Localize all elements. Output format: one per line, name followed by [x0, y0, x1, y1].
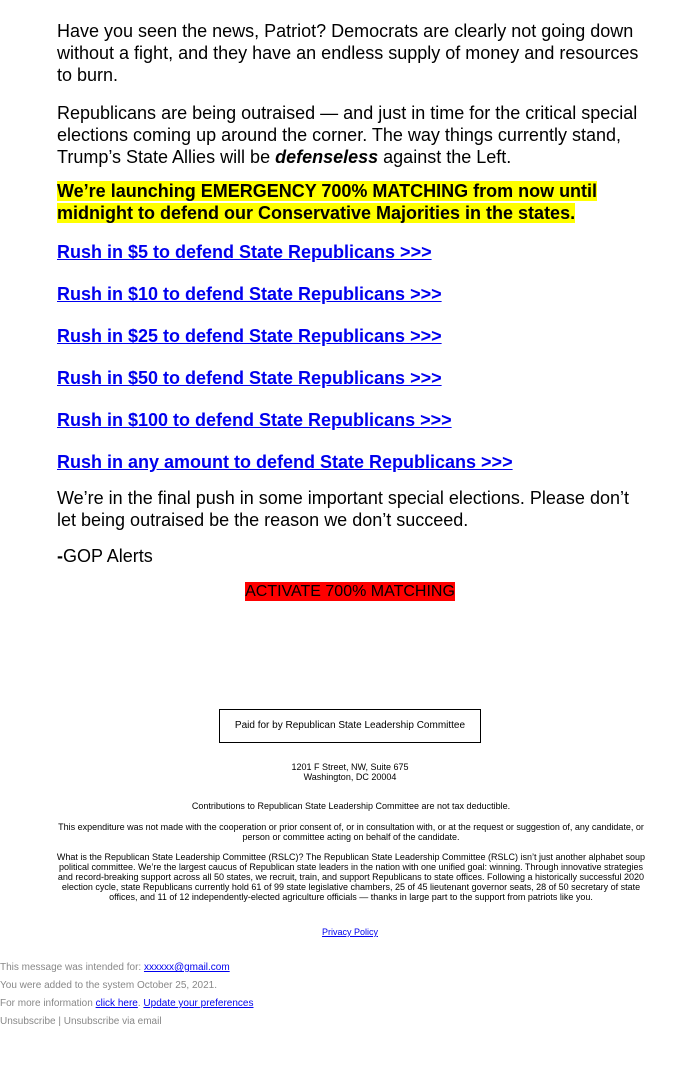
activate-matching-button[interactable]: ACTIVATE 700% MATCHING [245, 583, 455, 600]
matching-highlight [57, 180, 647, 224]
address [0, 762, 700, 782]
intended-for-line [0, 962, 230, 973]
privacy-policy-row [0, 927, 700, 937]
intended-label: This message was intended for: [0, 962, 144, 973]
signature [57, 545, 153, 567]
intro-paragraph: Have you seen the news, Patriot? Democrats are clearly not going down without a fight, and they have an endless supply of money and resources to burn. [57, 21, 639, 85]
donate-5-link[interactable]: Rush in $5 to defend State Republicans >>> [57, 242, 432, 262]
outraised-paragraph [57, 102, 647, 168]
defenseless-emphasis: defenseless [275, 147, 379, 167]
expenditure-disclaimer: This expenditure was not made with the cooperation or prior consent of, or in consultation with, or at the request or suggestion of, any candidate, or person or committee acting on behalf of the candidate. [58, 822, 644, 842]
more-info-line [0, 998, 253, 1009]
paid-for-box: Paid for by Republican State Leadership Committee [219, 709, 481, 743]
separator-dot: . [137, 998, 144, 1009]
added-date-line: You were added to the system October 25, 2021. [0, 980, 217, 991]
address-line-1: 1201 F Street, NW, Suite 675 [291, 762, 409, 772]
tax-disclaimer: Contributions to Republican State Leadership Committee are not tax deductible. [191, 801, 511, 811]
rslc-about: What is the Republican State Leadership Committee (RSLC)? The Republican State Leadership Committee (RSLC) isn’t just another alphabet soup political committee. We’re the largest caucus of Republican state leaders in the nation with one unified goal: winning. Through innovative strategies and record-breaking support across all 50 states, we recruit, train, and support Republicans to state offices. Following a historically successful 2020 election cycle, state Republicans currently hold 61 of 99 state legislative chambers, 25 of 45 lieutenant governor seats, 28 of 50 secretary of state offices, and 11 of 12 independently-elected agriculture officials — thanks in large part to the support from patriots like you. [56, 852, 646, 902]
donate-50-link[interactable]: Rush in $50 to defend State Republicans >>> [57, 368, 442, 388]
signature-name: GOP Alerts [63, 546, 153, 566]
donate-25-link[interactable]: Rush in $25 to defend State Republicans >>> [57, 326, 442, 346]
click-here-link[interactable]: click here [95, 998, 138, 1009]
donate-any-link[interactable]: Rush in any amount to defend State Republicans >>> [57, 452, 513, 472]
more-info-label: For more information [0, 998, 96, 1009]
donate-10-link[interactable]: Rush in $10 to defend State Republicans >>> [57, 284, 442, 304]
outraised-text-end: against the Left. [378, 147, 512, 167]
privacy-policy-link[interactable]: Privacy Policy [321, 927, 378, 937]
matching-highlight-text: We’re launching EMERGENCY 700% MATCHING from now until midnight to defend our Conservative Majorities in the states. [57, 181, 598, 223]
final-push-paragraph: We’re in the final push in some important special elections. Please don’t let being outraised be the reason we don’t succeed. [57, 488, 629, 530]
unsubscribe-line[interactable]: Unsubscribe | Unsubscribe via email [0, 1016, 162, 1027]
recipient-email-link[interactable]: xxxxxx@gmail.com [143, 962, 230, 973]
signature-dash: - [57, 546, 63, 566]
outraised-text: Republicans are being outraised — and just in time for the critical special elections coming up around the corner. The way things currently stand, Trump’s State Allies will be [57, 103, 638, 167]
donate-100-link[interactable]: Rush in $100 to defend State Republicans >>> [57, 410, 452, 430]
update-preferences-link[interactable]: Update your preferences [143, 998, 254, 1009]
address-line-2: Washington, DC 20004 [303, 772, 397, 782]
